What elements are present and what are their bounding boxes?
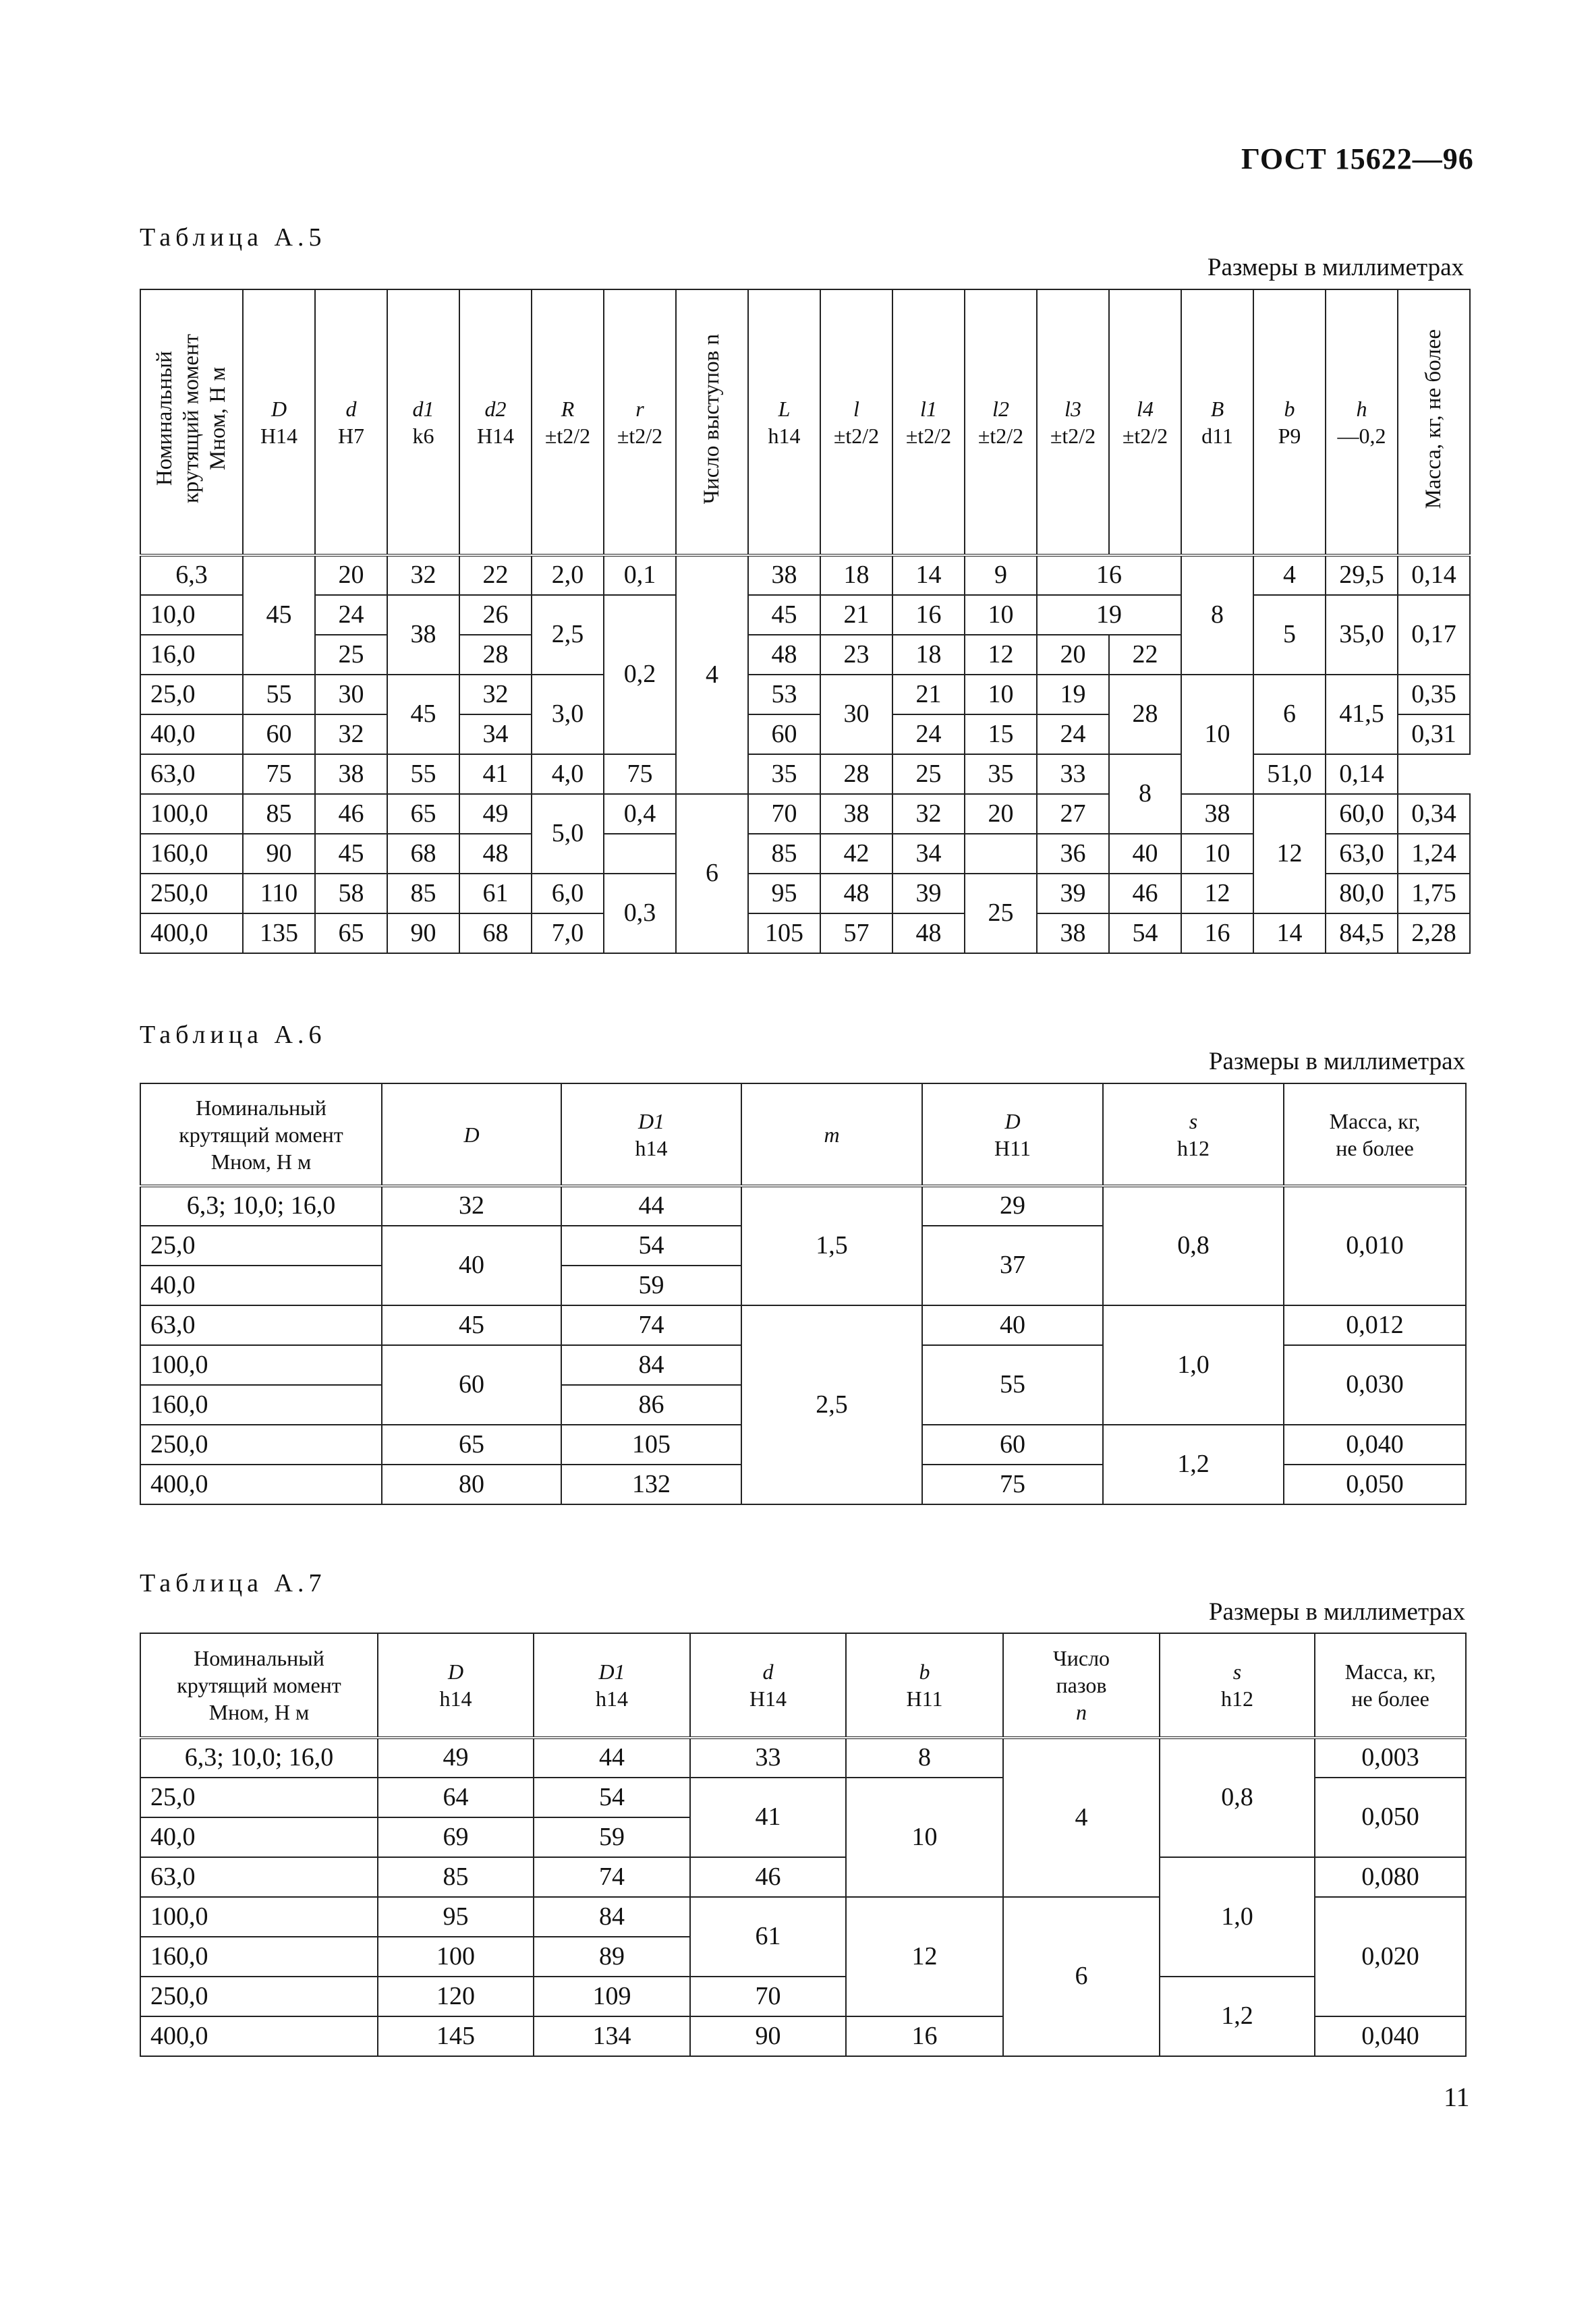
cell-mass: 1,75 [1398,874,1470,913]
table-row [140,1305,1466,1345]
cell-torque: 25,0 [140,675,243,714]
header-m: m [741,1083,922,1186]
header-B: B d11 [1181,289,1253,555]
cell-d: 65 [315,913,387,953]
header-mass: Масса, кг, не более [1315,1633,1466,1738]
cell-l2: 15 [965,714,1037,754]
cell-B: 16 [1181,913,1253,953]
table-row [140,794,1470,834]
cell-D: 75 [243,754,315,794]
cell-d2: 61 [459,874,532,913]
table-a6-caption: Таблица А.6 [140,1021,326,1049]
cell-d: 61 [690,1897,846,1977]
cell-d: 70 [690,1977,846,2016]
header-L: L h14 [748,289,820,555]
cell-b: 8 [846,1738,1003,1778]
cell-D1: 44 [561,1186,741,1226]
cell-b: 12 [1181,874,1253,913]
table-row [140,754,1470,794]
cell-D: 100 [378,1937,534,1977]
header-D1: D1 h14 [534,1633,690,1738]
cell-d: 30 [315,675,387,714]
cell-D1: 44 [534,1738,690,1778]
cell-l3-l4: 16 [1037,555,1181,595]
header-R: R ±t2/2 [532,289,604,555]
cell-l4: 22 [1109,635,1181,675]
cell-L: 85 [748,834,820,874]
cell-d: 25 [315,635,387,675]
cell-l4: 54 [1109,913,1181,953]
cell-h: 80,0 [1326,874,1398,913]
cell-D-h11: 60 [922,1425,1103,1465]
cell-torque: 100,0 [140,1897,378,1937]
table-a6-header-row [140,1083,1466,1186]
header-D: D H14 [243,289,315,555]
cell-torque: 160,0 [140,1937,378,1977]
cell-L: 60 [748,714,820,754]
cell-D1: 105 [561,1425,741,1465]
cell-d1: 38 [387,595,459,675]
cell-l1: 34 [892,834,965,874]
header-r: r ±t2/2 [604,289,676,555]
cell-R: 3,0 [532,675,604,754]
cell-l1: 21 [892,675,965,714]
cell-D: 45 [382,1305,561,1345]
cell-r: 0,4 [604,794,676,834]
cell-D1: 84 [534,1897,690,1937]
header-D: D [382,1083,561,1186]
cell-L: 45 [748,595,820,635]
cell-d2: 41 [459,754,532,794]
header-n: Число выступов n [676,289,748,555]
cell-B: 12 [1253,794,1326,913]
cell-d: 46 [690,1857,846,1897]
cell-l: 35 [748,754,820,794]
cell-b: 10 [1181,834,1253,874]
cell-l4: 46 [1109,874,1181,913]
cell-torque: 100,0 [140,1345,382,1385]
cell-s: 1,2 [1160,1977,1315,2056]
cell-s: 1,0 [1160,1857,1315,1977]
cell-D: 69 [378,1817,534,1857]
cell-d1: 45 [387,675,459,754]
cell-torque: 10,0 [140,595,243,635]
cell-l3: 35 [965,754,1037,794]
cell-D1: 59 [561,1266,741,1305]
cell-l4: 38 [1181,794,1253,834]
cell-D-h11: 75 [922,1465,1103,1504]
cell-l3: 36 [1037,834,1109,874]
header-l2: l2 ±t2/2 [965,289,1037,555]
table-a7-caption: Таблица А.7 [140,1569,326,1597]
cell-h: 51,0 [1253,754,1326,794]
table-a7 [140,1633,1467,2057]
cell-l1: 16 [892,595,965,635]
cell-torque: 6,3 [140,555,243,595]
cell-mass: 2,28 [1398,913,1470,953]
cell-D: 145 [378,2016,534,2056]
cell-l1: 24 [892,714,965,754]
cell-mass: 0,010 [1284,1186,1466,1305]
cell-mass: 0,17 [1398,595,1470,675]
cell-D1: 89 [534,1937,690,1977]
cell-h: 35,0 [1326,595,1398,675]
cell-mass: 0,31 [1398,714,1470,754]
cell-mass: 0,14 [1326,754,1398,794]
cell-D: 80 [382,1465,561,1504]
cell-D: 45 [243,555,315,675]
cell-D1: 86 [561,1385,741,1425]
cell-d2: 49 [459,794,532,834]
cell-torque: 63,0 [140,754,243,794]
cell-l: 21 [820,595,892,635]
cell-l4: 33 [1037,754,1109,794]
cell-torque: 25,0 [140,1226,382,1266]
header-d1: d1 k6 [387,289,459,555]
cell-D: 49 [378,1738,534,1778]
cell-d: 38 [315,754,387,794]
cell-D: 90 [243,834,315,874]
header-l1: l1 ±t2/2 [892,289,965,555]
cell-l1: 14 [892,555,965,595]
cell-d: 24 [315,595,387,635]
cell-d2: 32 [459,675,532,714]
cell-L: 38 [748,555,820,595]
cell-mass: 0,14 [1398,555,1470,595]
header-b: b P9 [1253,289,1326,555]
header-torque: Номинальный крутящий момент Мном, Н м [140,289,243,555]
cell-n: 4 [676,555,748,794]
header-torque: Номинальный крутящий момент Мном, Н м [140,1633,378,1738]
header-l3: l3 ±t2/2 [1037,289,1109,555]
cell-d: 90 [690,2016,846,2056]
cell-l2: 25 [892,754,965,794]
table-row [140,1186,1466,1226]
header-l: l ±t2/2 [820,289,892,555]
header-D1: D1 h14 [561,1083,741,1186]
cell-m: 2,5 [741,1305,922,1504]
cell-d: 32 [315,714,387,754]
cell-d1: 32 [387,555,459,595]
table-row [140,913,1470,953]
cell-L: 105 [748,913,820,953]
cell-D-h11: 29 [922,1186,1103,1226]
cell-D1: 59 [534,1817,690,1857]
cell-h: 84,5 [1326,913,1398,953]
cell-l2: 10 [965,675,1037,714]
header-d2: d2 H14 [459,289,532,555]
cell-d1: 65 [387,794,459,834]
header-s: s h12 [1160,1633,1315,1738]
table-a5-header-row [140,289,1470,555]
cell-l2: 12 [965,635,1037,675]
cell-d: 58 [315,874,387,913]
cell-d: 33 [690,1738,846,1778]
cell-torque: 40,0 [140,714,243,754]
cell-D: 85 [378,1857,534,1897]
cell-mass: 1,24 [1398,834,1470,874]
cell-d2: 48 [459,834,532,874]
cell-torque: 400,0 [140,2016,378,2056]
cell-D1: 84 [561,1345,741,1385]
cell-mass: 0,020 [1315,1897,1466,2016]
table-row [140,1738,1466,1778]
cell-D: 85 [243,794,315,834]
cell-d2: 68 [459,913,532,953]
cell-s: 0,8 [1103,1186,1284,1305]
cell-D: 60 [243,714,315,754]
cell-l: 42 [820,834,892,874]
cell-torque: 400,0 [140,1465,382,1504]
cell-torque: 63,0 [140,1305,382,1345]
cell-r: 0,2 [604,595,676,754]
cell-torque: 250,0 [140,1425,382,1465]
cell-l3: 24 [1037,714,1109,754]
cell-torque: 6,3; 10,0; 16,0 [140,1186,382,1226]
cell-l3: 39 [1037,874,1109,913]
cell-r [604,834,676,874]
cell-D1: 74 [561,1305,741,1345]
header-h: h —0,2 [1326,289,1398,555]
cell-mass: 0,050 [1284,1465,1466,1504]
header-D: D h14 [378,1633,534,1738]
cell-l: 30 [820,675,892,754]
cell-h: 60,0 [1326,794,1398,834]
table-a7-header-row [140,1633,1466,1738]
cell-l2 [965,834,1037,874]
cell-d: 46 [315,794,387,834]
cell-torque: 400,0 [140,913,243,953]
cell-L: 48 [748,635,820,675]
cell-l3: 19 [1037,675,1109,714]
cell-s: 0,8 [1160,1738,1315,1857]
cell-D: 135 [243,913,315,953]
cell-D-h11: 37 [922,1226,1103,1305]
cell-b: 14 [1253,913,1326,953]
cell-D1: 132 [561,1465,741,1504]
cell-s: 1,0 [1103,1305,1284,1425]
cell-l3: 38 [1037,913,1109,953]
cell-b: 5 [1253,595,1326,675]
cell-D: 120 [378,1977,534,2016]
cell-L: 95 [748,874,820,913]
header-mass: Масса, кг, не более [1284,1083,1466,1186]
cell-d2: 22 [459,555,532,595]
cell-torque: 100,0 [140,794,243,834]
table-row [140,555,1470,595]
cell-D1: 134 [534,2016,690,2056]
cell-torque: 6,3; 10,0; 16,0 [140,1738,378,1778]
cell-D1: 109 [534,1977,690,2016]
header-torque: Номинальный крутящий момент Мном, Н м [140,1083,382,1186]
cell-l: 57 [820,913,892,953]
header-s: s h12 [1103,1083,1284,1186]
cell-d: 45 [315,834,387,874]
cell-b: 4 [1253,555,1326,595]
cell-R: 7,0 [532,913,604,953]
cell-R: 4,0 [532,754,604,794]
cell-d: 20 [315,555,387,595]
cell-n: 6 [676,794,748,953]
cell-torque: 16,0 [140,635,243,675]
cell-d2: 26 [459,595,532,635]
cell-torque: 250,0 [140,1977,378,2016]
cell-torque: 40,0 [140,1817,378,1857]
cell-D-h11: 40 [922,1305,1103,1345]
cell-b: 6 [1253,675,1326,754]
cell-r: 0,3 [604,874,676,953]
cell-L: 53 [748,675,820,714]
cell-mass: 0,050 [1315,1778,1466,1857]
cell-R: 5,0 [532,794,604,874]
cell-torque: 25,0 [140,1778,378,1817]
header-n: Число пазов n [1003,1633,1160,1738]
cell-torque: 250,0 [140,874,243,913]
cell-R: 2,5 [532,595,604,675]
cell-D1: 74 [534,1857,690,1897]
cell-D: 110 [243,874,315,913]
cell-torque: 160,0 [140,1385,382,1425]
cell-R: 6,0 [532,874,604,913]
cell-D: 64 [378,1778,534,1817]
document-header: ГОСТ 15622—96 [1241,142,1474,175]
cell-l4: 40 [1109,834,1181,874]
cell-mass: 0,34 [1398,794,1470,834]
cell-b: 16 [846,2016,1003,2056]
table-a5-caption: Таблица А.5 [140,223,326,252]
header-d: d H14 [690,1633,846,1738]
table-row [140,675,1470,714]
cell-b: 12 [846,1897,1003,2016]
cell-D1: 54 [561,1226,741,1266]
cell-D: 55 [243,675,315,714]
cell-m: 1,5 [741,1186,922,1305]
cell-l1: 18 [892,635,965,675]
cell-b: 10 [846,1778,1003,1897]
cell-r: 0,1 [604,555,676,595]
table-a6 [140,1083,1467,1505]
cell-d2: 28 [459,635,532,675]
cell-l2: 9 [965,555,1037,595]
table-row [140,1977,1466,2016]
cell-l: 18 [820,555,892,595]
cell-D: 60 [382,1345,561,1425]
cell-d1: 55 [387,754,459,794]
cell-l4: 28 [1109,675,1181,754]
cell-n: 6 [1003,1897,1160,2056]
cell-n: 4 [1003,1738,1160,1897]
cell-l1: 48 [892,913,965,953]
table-a7-units-note: Размеры в миллиметрах [1208,1598,1465,1626]
cell-D: 32 [382,1186,561,1226]
header-mass: Масса, кг, не более [1398,289,1470,555]
cell-b: 8 [1109,754,1181,834]
cell-torque: 160,0 [140,834,243,874]
header-b: b H11 [846,1633,1003,1738]
cell-l3: 27 [1037,794,1109,834]
cell-D: 95 [378,1897,534,1937]
cell-s: 1,2 [1103,1425,1284,1504]
cell-d2: 34 [459,714,532,754]
cell-torque: 63,0 [140,1857,378,1897]
page-number: 11 [1444,2082,1470,2112]
cell-l3: 20 [1037,635,1109,675]
cell-D-h11: 55 [922,1345,1103,1425]
cell-mass: 0,040 [1315,2016,1466,2056]
cell-l2: 20 [965,794,1037,834]
cell-l1: 39 [892,874,965,913]
cell-torque: 40,0 [140,1266,382,1305]
cell-h: 63,0 [1326,834,1398,874]
cell-L: 70 [748,794,820,834]
cell-d1: 85 [387,874,459,913]
cell-R: 2,0 [532,555,604,595]
cell-d: 41 [690,1778,846,1857]
cell-mass: 0,040 [1284,1425,1466,1465]
cell-mass: 0,080 [1315,1857,1466,1897]
table-row [140,1857,1466,1897]
cell-mass: 0,030 [1284,1345,1466,1425]
cell-l1: 32 [892,794,965,834]
table-a5-units-note: Размеры в миллиметрах [1207,254,1464,281]
cell-l2: 10 [965,595,1037,635]
cell-mass: 0,003 [1315,1738,1466,1778]
cell-d1: 68 [387,834,459,874]
cell-l2: 25 [965,874,1037,953]
header-l4: l4 ±t2/2 [1109,289,1181,555]
table-row [140,595,1470,635]
cell-L: 75 [604,754,676,794]
cell-d1: 90 [387,913,459,953]
cell-D1: 54 [534,1778,690,1817]
cell-B: 10 [1181,675,1253,794]
table-a5 [140,289,1471,954]
table-a6-units-note: Размеры в миллиметрах [1208,1048,1465,1075]
cell-l: 48 [820,874,892,913]
cell-h: 41,5 [1326,675,1398,754]
cell-l: 23 [820,635,892,675]
cell-l: 38 [820,794,892,834]
cell-mass: 0,35 [1398,675,1470,714]
cell-B: 8 [1181,555,1253,675]
cell-l3-l4: 19 [1037,595,1181,635]
cell-mass: 0,012 [1284,1305,1466,1345]
cell-h: 29,5 [1326,555,1398,595]
cell-l1: 28 [820,754,892,794]
header-d: d H7 [315,289,387,555]
header-D-h11: D H11 [922,1083,1103,1186]
cell-D: 40 [382,1226,561,1305]
cell-D: 65 [382,1425,561,1465]
